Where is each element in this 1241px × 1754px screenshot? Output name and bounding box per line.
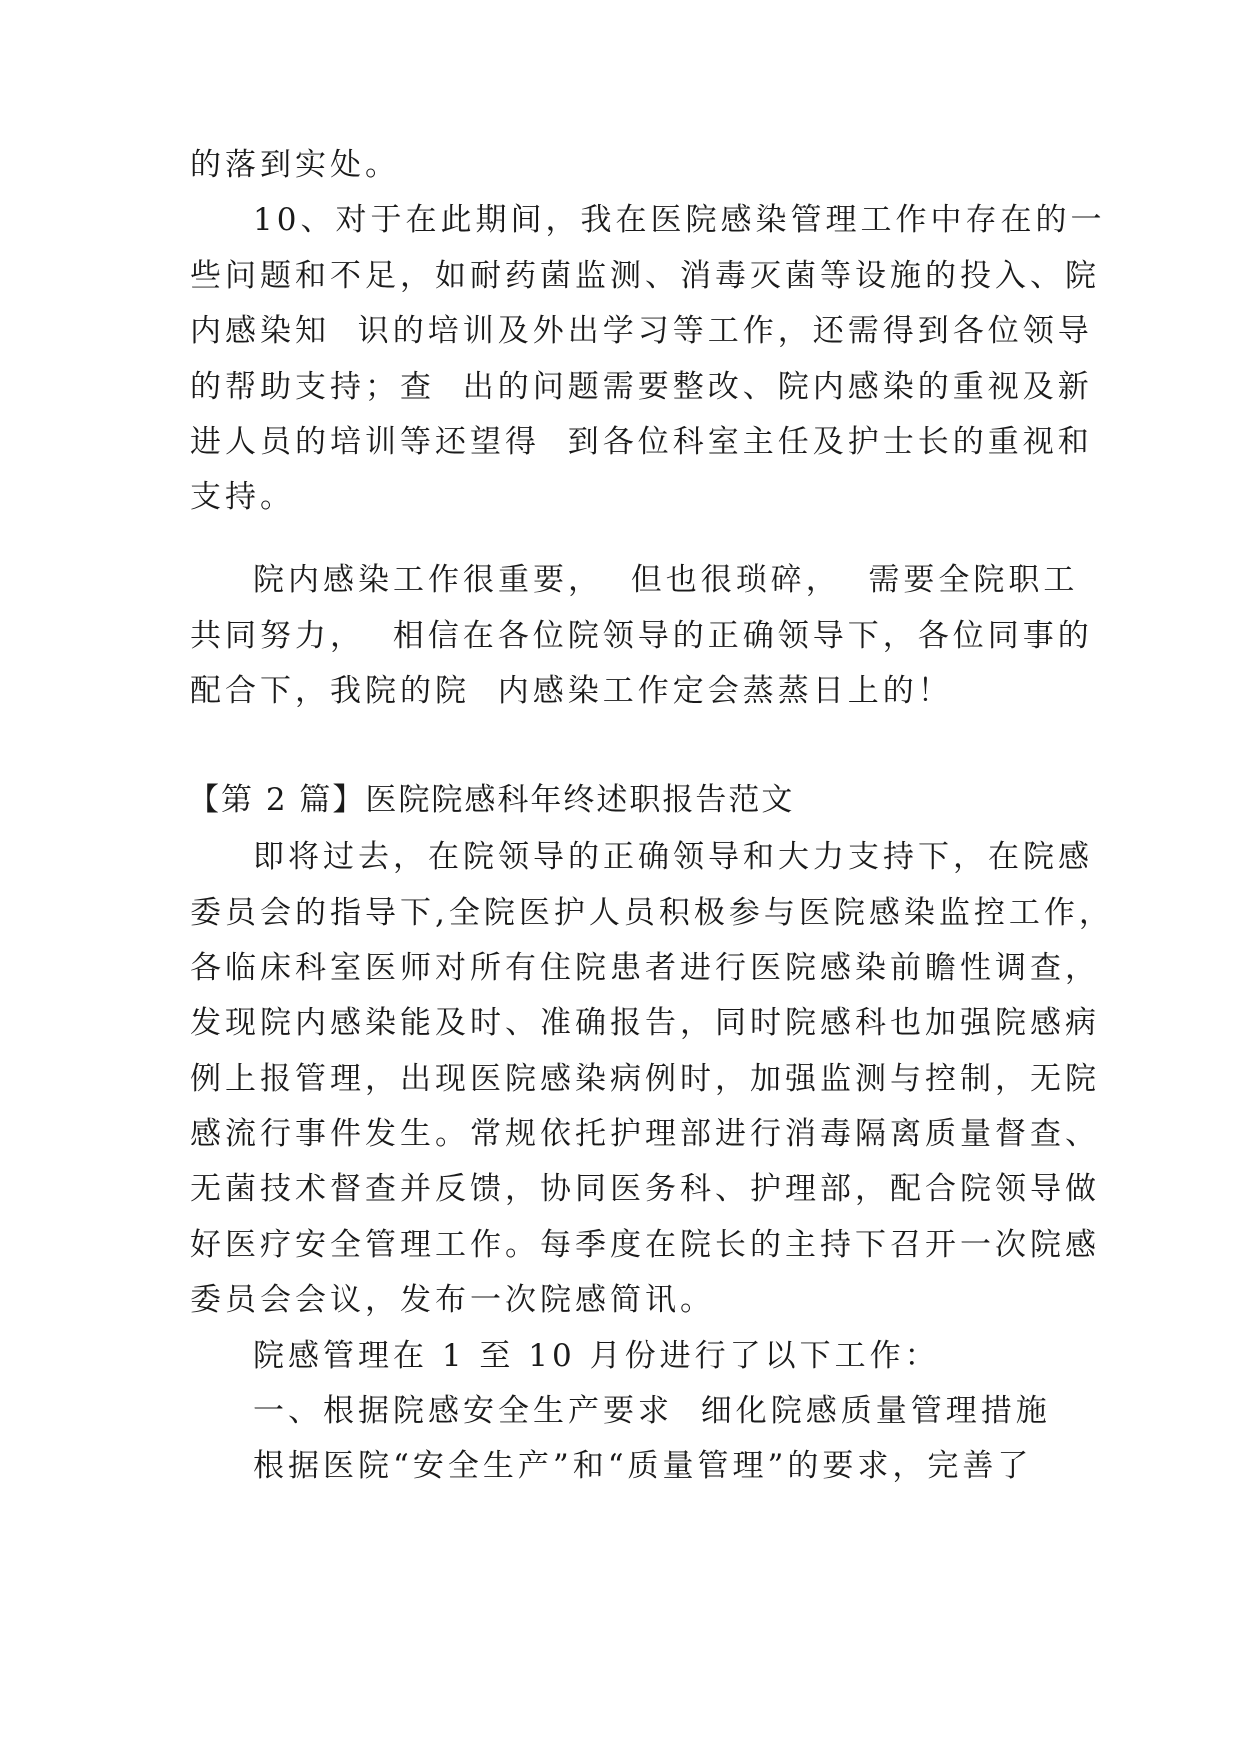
- text-line: 内感染知 识的培训及外出学习等工作，还需得到各位领导: [190, 313, 1093, 349]
- text-line: 院内感染工作很重要， 但也很琐碎， 需要全院职工: [253, 562, 1079, 598]
- text-line: 配合下，我院的院 内感染工作定会蒸蒸日上的！: [190, 673, 953, 709]
- text-line: 院感管理在 1 至 10 月份进行了以下工作：: [253, 1338, 940, 1374]
- text-line: 10、对于在此期间，我在医院感染管理工作中存在的一: [253, 202, 1106, 238]
- text-line: 发现院内感染能及时、准确报告，同时院感科也加强院感病: [190, 1005, 1100, 1041]
- text-line: 委员会会议，发布一次院感简讯。: [190, 1282, 715, 1318]
- text-line: 即将过去，在院领导的正确领导和大力支持下，在院感: [253, 839, 1093, 875]
- text-line: 例上报管理，出现医院感染病例时，加强监测与控制，无院: [190, 1061, 1100, 1097]
- text-line: 支持。: [190, 479, 295, 515]
- subheading-line: 一、根据院感安全生产要求 细化院感质量管理措施: [253, 1393, 1051, 1429]
- text-line: 共同努力， 相信在各位院领导的正确领导下，各位同事的: [190, 618, 1093, 654]
- text-line: 好医疗安全管理工作。每季度在院长的主持下召开一次院感: [190, 1227, 1100, 1263]
- text-line: 无菌技术督查并反馈，协同医务科、护理部，配合院领导做: [190, 1171, 1100, 1207]
- text-line: 进人员的培训等还望得 到各位科室主任及护士长的重视和: [190, 424, 1093, 460]
- text-line: 根据医院“安全生产”和“质量管理”的要求，完善了: [253, 1448, 1033, 1484]
- text-line: 的落到实处。: [190, 147, 400, 183]
- text-line: 些问题和不足，如耐药菌监测、消毒灭菌等设施的投入、院: [190, 258, 1100, 294]
- text-line: 各临床科室医师对所有住院患者进行医院感染前瞻性调查，: [190, 950, 1100, 986]
- text-line: 感流行事件发生。常规依托护理部进行消毒隔离质量督查、: [190, 1116, 1100, 1152]
- text-line: 委员会的指导下,全院医护人员积极参与医院感染监控工作，: [190, 895, 1114, 931]
- section-heading: 【第 2 篇】医院院感科年终述职报告范文: [188, 782, 795, 818]
- text-line: 的帮助支持；查 出的问题需要整改、院内感染的重视及新: [190, 369, 1093, 405]
